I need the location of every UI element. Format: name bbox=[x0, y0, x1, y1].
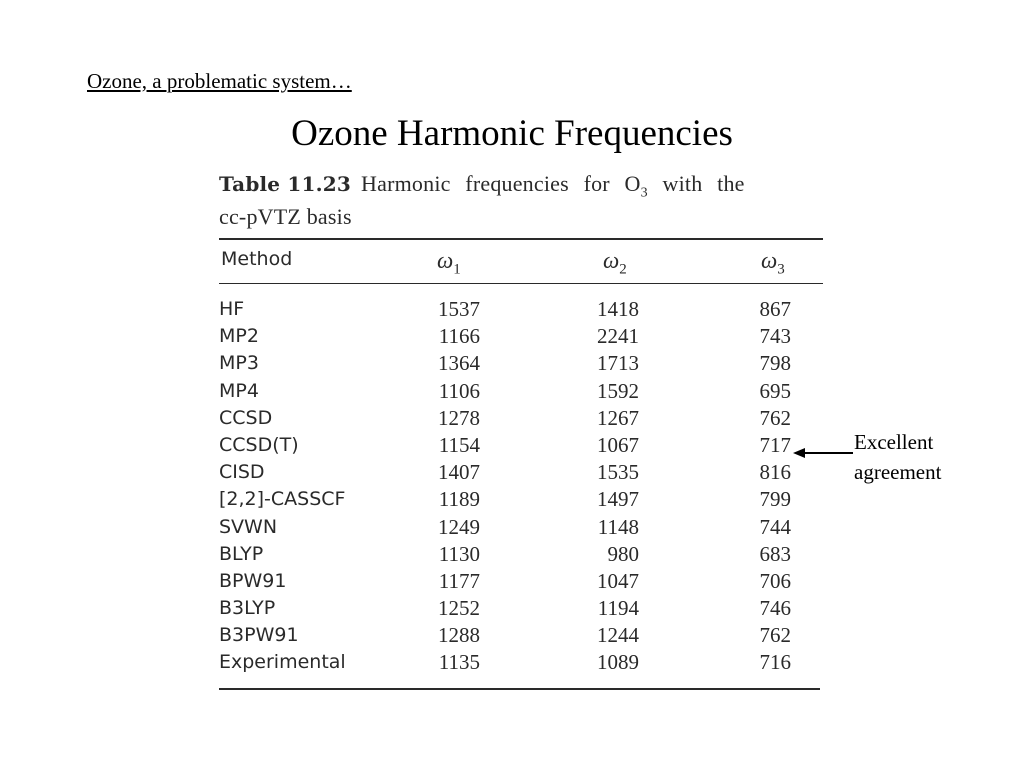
omega3-cell: 717 bbox=[759, 432, 791, 457]
header-omega-2: $\omega_2$ bbox=[603, 248, 627, 278]
method-cell: BPW91 bbox=[219, 569, 287, 592]
method-cell: CCSD(T) bbox=[219, 433, 299, 456]
table-row bbox=[219, 378, 824, 405]
header-omega-1: $\omega_1$ bbox=[437, 248, 461, 278]
table-header-rule bbox=[219, 283, 823, 284]
table-row bbox=[219, 405, 824, 432]
omega2-cell: 1497 bbox=[597, 487, 639, 512]
method-cell: MP3 bbox=[219, 352, 259, 375]
omega1-cell: 1189 bbox=[438, 487, 480, 512]
omega3-cell: 743 bbox=[759, 324, 791, 349]
table-row bbox=[219, 459, 824, 486]
omega2-cell: 2241 bbox=[597, 324, 639, 349]
omega3-cell: 799 bbox=[759, 487, 791, 512]
frequency-table bbox=[219, 171, 824, 675]
method-cell: HF bbox=[219, 298, 245, 320]
annotation-line2: agreement bbox=[854, 460, 942, 484]
omega1-cell: 1177 bbox=[438, 568, 480, 593]
table-row bbox=[219, 514, 824, 541]
omega3-cell: 798 bbox=[759, 351, 791, 376]
omega1-cell: 1154 bbox=[438, 432, 480, 457]
omega3-cell: 762 bbox=[759, 405, 791, 430]
table-row bbox=[219, 323, 824, 350]
method-cell: CISD bbox=[219, 461, 265, 484]
table-caption bbox=[219, 172, 824, 229]
omega3-cell: 867 bbox=[759, 297, 791, 321]
omega3-cell: 683 bbox=[759, 541, 791, 566]
header-method: Method bbox=[221, 248, 293, 270]
method-cell: [2,2]-CASSCF bbox=[219, 488, 346, 511]
omega3-cell: 695 bbox=[759, 378, 791, 403]
omega3-cell: 716 bbox=[759, 650, 791, 675]
omega2-cell: 1148 bbox=[597, 514, 639, 539]
table-top-rule bbox=[219, 238, 823, 240]
omega3-cell: 816 bbox=[759, 460, 791, 485]
annotation-line1: Excellent bbox=[854, 430, 934, 454]
omega3-cell: 762 bbox=[759, 623, 791, 648]
table-row bbox=[219, 432, 824, 459]
omega2-cell: 1535 bbox=[597, 460, 639, 485]
method-cell: MP2 bbox=[219, 325, 259, 348]
table-row bbox=[219, 649, 824, 676]
method-cell: MP4 bbox=[219, 379, 259, 402]
omega2-cell: 1418 bbox=[597, 297, 639, 321]
caption-text: Harmonic frequencies for $O_3$ with the bbox=[361, 171, 745, 201]
table-row bbox=[219, 595, 824, 622]
omega1-cell: 1278 bbox=[438, 405, 480, 430]
omega1-cell: 1249 bbox=[438, 514, 480, 539]
omega2-cell: 1194 bbox=[597, 596, 639, 621]
method-cell: BLYP bbox=[219, 542, 264, 565]
slide-title: Ozone Harmonic Frequencies bbox=[291, 113, 733, 154]
omega2-cell: 1089 bbox=[597, 650, 639, 675]
omega3-cell: 746 bbox=[759, 596, 791, 621]
omega1-cell: 1252 bbox=[438, 596, 480, 621]
slide-subtitle: Ozone, a problematic system… bbox=[87, 69, 352, 93]
method-cell: B3LYP bbox=[219, 597, 276, 620]
method-cell: SVWN bbox=[219, 515, 278, 538]
omega1-cell: 1166 bbox=[438, 324, 480, 349]
annotation-excellent-agreement bbox=[854, 427, 941, 487]
arrow-left-icon bbox=[793, 446, 853, 460]
method-cell: Experimental bbox=[219, 651, 346, 674]
omega2-cell: 1047 bbox=[597, 568, 639, 593]
omega2-cell: 1244 bbox=[597, 623, 639, 648]
omega1-cell: 1135 bbox=[438, 650, 480, 675]
header-omega-3: $\omega_3$ bbox=[761, 248, 785, 278]
table-rows bbox=[219, 296, 824, 677]
omega3-cell: 706 bbox=[759, 568, 791, 593]
caption-line2: cc-pVTZ basis bbox=[219, 204, 352, 230]
omega1-cell: 1364 bbox=[438, 351, 480, 376]
caption-label: Table 11.23 bbox=[219, 172, 352, 196]
table-row bbox=[219, 622, 824, 649]
omega2-cell: 1267 bbox=[597, 405, 639, 430]
omega1-cell: 1106 bbox=[438, 378, 480, 403]
table-bottom-rule bbox=[219, 688, 820, 690]
omega2-cell: 1592 bbox=[597, 378, 639, 403]
omega1-cell: 1537 bbox=[438, 297, 480, 321]
table-row bbox=[219, 568, 824, 595]
method-cell: B3PW91 bbox=[219, 624, 299, 647]
method-cell: CCSD bbox=[219, 406, 273, 429]
table-row bbox=[219, 350, 824, 377]
caption-subscript: 3 bbox=[640, 185, 648, 201]
table-row bbox=[219, 486, 824, 513]
omega1-cell: 1130 bbox=[438, 541, 480, 566]
omega3-cell: 744 bbox=[759, 514, 791, 539]
omega2-cell: 1713 bbox=[597, 351, 639, 376]
omega1-cell: 1407 bbox=[438, 460, 480, 485]
table-row bbox=[219, 296, 824, 323]
omega2-cell: 980 bbox=[607, 541, 639, 566]
table-row bbox=[219, 541, 824, 568]
omega2-cell: 1067 bbox=[597, 432, 639, 457]
omega1-cell: 1288 bbox=[438, 623, 480, 648]
